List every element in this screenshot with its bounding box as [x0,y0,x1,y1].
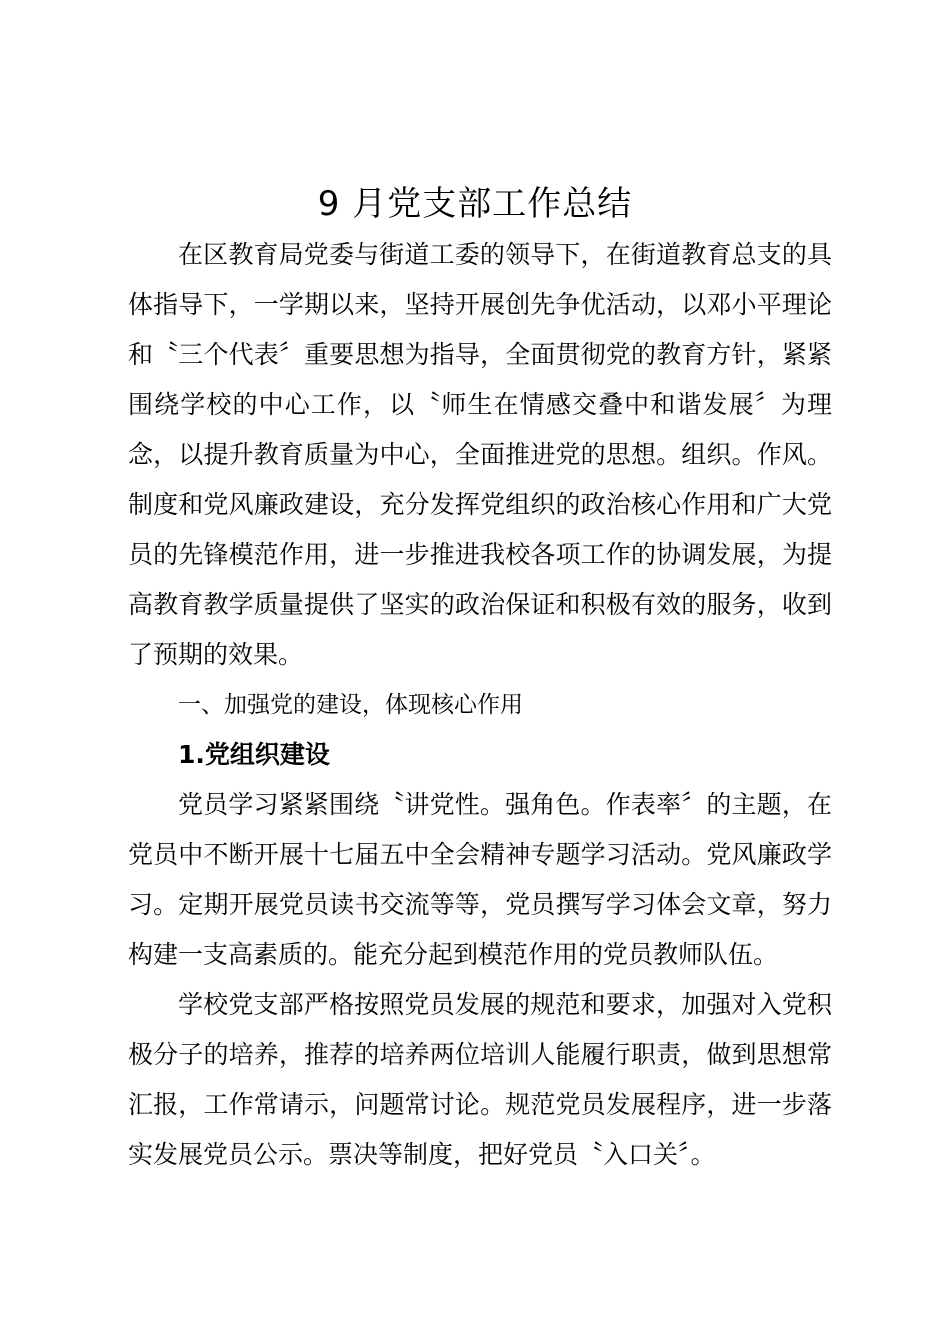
section-heading: 一、加强党的建设，体现核心作用 [178,692,523,718]
intro-paragraph: 在区教育局党委与街道工委的领导下，在街道教育总支的具体指导下，一学期以来，坚持开展创先争优活动，以邓小平理论和〝三个代表〞重要思想为指导，全面贯彻党的教育方针，紧紧围绕学校的中心工作，以〝师生在情感交叠中和谐发展〞为理念，以提升教育质量为中心，全面推进党的思想。组织。作风。制度和党风廉政建设，充分发挥党组织的政治核心作用和广大党员的先锋模范作用，进一步推进我校各项工作的协调发展，为提高教育教学质量提供了坚实的政治保证和积极有效的服务，收到了预期的效果。 [128,240,832,669]
development-paragraph: 学校党支部严格按照党员发展的规范和要求，加强对入党积极分子的培养，推荐的培养两位培训人能履行职责，做到思想常汇报，工作常请示，问题常讨论。规范党员发展程序，进一步落实发展党员公示。票决等制度，把好党员〝入口关〞。 [128,990,832,1169]
document-title: 9 月党支部工作总结 [317,184,633,224]
document-body [128,230,832,1180]
study-paragraph: 党员学习紧紧围绕〝讲党性。强角色。作表率〞的主题，在党员中不断开展十七届五中全会精神专题学习活动。党风廉政学习。定期开展党员读书交流等等，党员撰写学习体会文章，努力构建一支高素质的。能充分起到模范作用的党员教师队伍。 [128,790,832,969]
subsection-heading: 1.党组织建设 [178,740,330,769]
